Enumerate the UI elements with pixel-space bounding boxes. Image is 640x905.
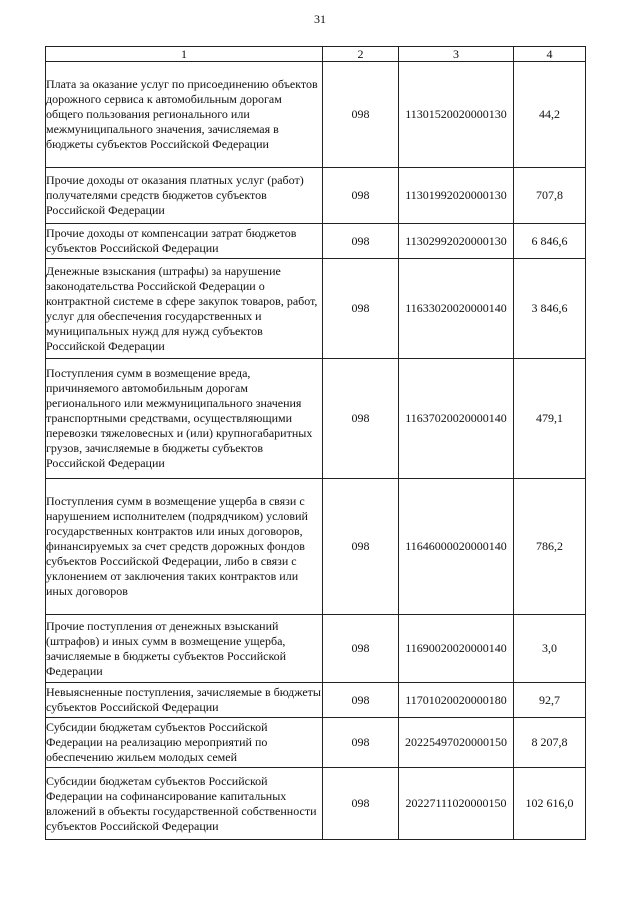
- revenue-description: Поступления сумм в возмещение ущерба в связи с нарушением исполнителем (подрядчиком) условий государственных контрактов или иных договоров, финансируемых за счет средств дорожных фондов субъектов Российской Федерации, либо в связи с уклонением от заключения таких контрактов или иных договоров: [46, 479, 323, 615]
- revenue-description: Прочие доходы от оказания платных услуг (работ) получателями средств бюджетов субъектов Российской Федерации: [46, 168, 323, 224]
- revenue-description: Субсидии бюджетам субъектов Российской Федерации на софинансирование капитальных вложений в объекты государственной собственности субъектов Российской Федерации: [46, 768, 323, 840]
- table-row: [46, 168, 586, 224]
- administrator-code: 098: [323, 62, 399, 168]
- amount: 707,8: [514, 168, 586, 224]
- amount: 44,2: [514, 62, 586, 168]
- column-header-2: 2: [323, 47, 399, 62]
- revenue-description: Поступления сумм в возмещение вреда, причиняемого автомобильным дорогам регионального или межмуниципального значения транспортными средствами, осуществляющими перевозки тяжеловесных и (или) крупногабаритных грузов, зачисляемые в бюджеты субъектов Российской Федерации: [46, 359, 323, 479]
- column-header-4: 4: [514, 47, 586, 62]
- table-row: [46, 259, 586, 359]
- page-number: 31: [314, 12, 326, 26]
- amount: 786,2: [514, 479, 586, 615]
- administrator-code: 098: [323, 168, 399, 224]
- table-row: [46, 62, 586, 168]
- administrator-code: 098: [323, 479, 399, 615]
- administrator-code: 098: [323, 768, 399, 840]
- revenue-description: Невыясненные поступления, зачисляемые в бюджеты субъектов Российской Федерации: [46, 683, 323, 718]
- amount: 6 846,6: [514, 224, 586, 259]
- table-row: [46, 718, 586, 768]
- revenue-description: Прочие поступления от денежных взысканий (штрафов) и иных сумм в возмещение ущерба, зачисляемые в бюджеты субъектов Российской Федерации: [46, 615, 323, 683]
- budget-classification-code: 11637020020000140: [399, 359, 514, 479]
- revenue-description: Плата за оказание услуг по присоединению объектов дорожного сервиса к автомобильным дорогам общего пользования регионального или межмуниципального значения, зачисляемая в бюджеты субъектов Российской Федерации: [46, 62, 323, 168]
- revenue-description: Субсидии бюджетам субъектов Российской Федерации на реализацию мероприятий по обеспечению жильем молодых семей: [46, 718, 323, 768]
- amount: 102 616,0: [514, 768, 586, 840]
- revenue-table: [45, 46, 586, 840]
- budget-classification-code: 11301520020000130: [399, 62, 514, 168]
- amount: 3 846,6: [514, 259, 586, 359]
- table-row: [46, 359, 586, 479]
- budget-classification-code: 20227111020000150: [399, 768, 514, 840]
- table-row: [46, 768, 586, 840]
- administrator-code: 098: [323, 259, 399, 359]
- amount: 8 207,8: [514, 718, 586, 768]
- budget-classification-code: 11633020020000140: [399, 259, 514, 359]
- amount: 92,7: [514, 683, 586, 718]
- column-header-3: 3: [399, 47, 514, 62]
- budget-classification-code: 11302992020000130: [399, 224, 514, 259]
- budget-classification-code: 11646000020000140: [399, 479, 514, 615]
- amount: 479,1: [514, 359, 586, 479]
- revenue-description: Прочие доходы от компенсации затрат бюджетов субъектов Российской Федерации: [46, 224, 323, 259]
- table-row: [46, 479, 586, 615]
- table-header-row: [46, 47, 586, 62]
- administrator-code: 098: [323, 718, 399, 768]
- administrator-code: 098: [323, 683, 399, 718]
- amount: 3,0: [514, 615, 586, 683]
- administrator-code: 098: [323, 359, 399, 479]
- administrator-code: 098: [323, 615, 399, 683]
- budget-classification-code: 11301992020000130: [399, 168, 514, 224]
- budget-classification-code: 11701020020000180: [399, 683, 514, 718]
- table-row: [46, 615, 586, 683]
- administrator-code: 098: [323, 224, 399, 259]
- column-header-1: 1: [46, 47, 323, 62]
- budget-classification-code: 20225497020000150: [399, 718, 514, 768]
- table-row: [46, 683, 586, 718]
- table-row: [46, 224, 586, 259]
- budget-classification-code: 11690020020000140: [399, 615, 514, 683]
- revenue-description: Денежные взыскания (штрафы) за нарушение законодательства Российской Федерации о контрактной системе в сфере закупок товаров, работ, услуг для обеспечения государственных и муниципальных нужд для нужд субъектов Российской Федерации: [46, 259, 323, 359]
